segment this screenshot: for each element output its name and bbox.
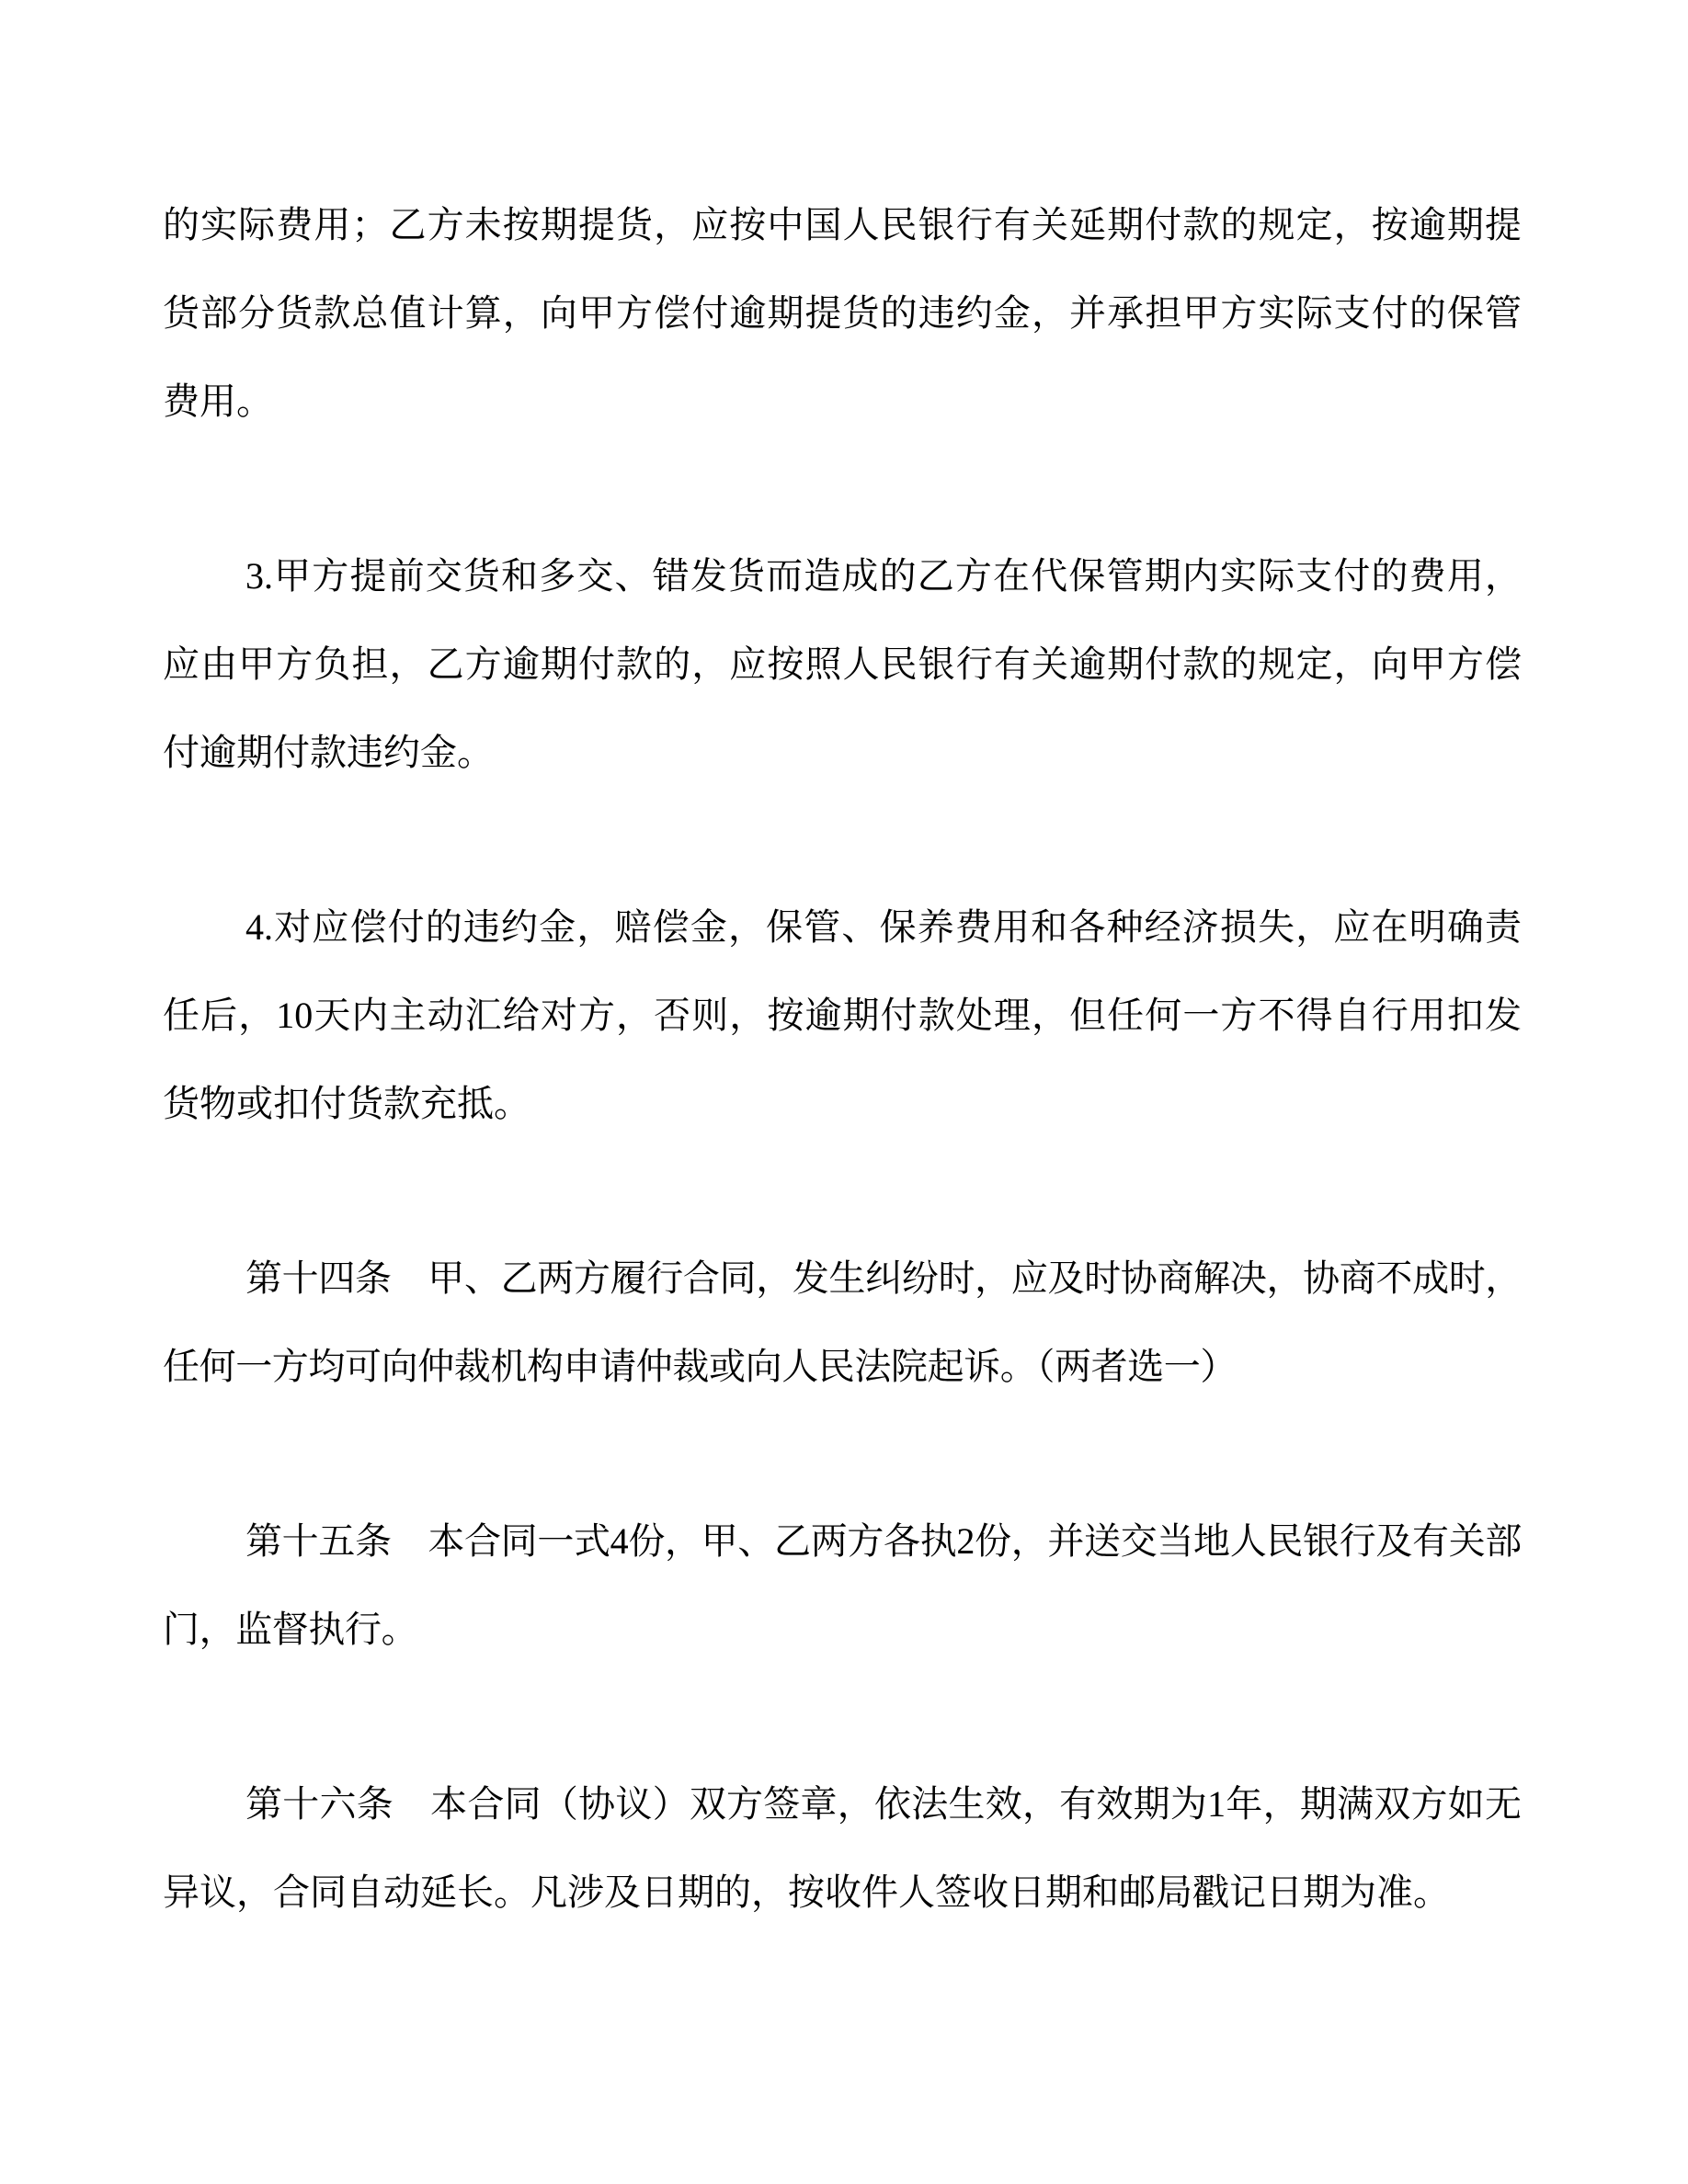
paragraph-article-15: 第十五条 本合同一式4份，甲、乙两方各执2份，并送交当地人民银行及有关部门，监督执行。 — [163, 1520, 1522, 1650]
paragraph-continuation-clause: 的实际费用；乙方未按期提货，应按中国人民银行有关延期付款的规定，按逾期提货部分货款总值计算，向甲方偿付逾期提货的违约金，并承担甲方实际支付的保管费用。 — [163, 204, 1522, 422]
paragraph-clause-4: 4.对应偿付的违约金，赔偿金，保管、保养费用和各种经济损失，应在明确责任后，10天内主动汇给对方，否则，按逾期付款处理，但任何一方不得自行用扣发货物或扣付货款充抵。 — [163, 906, 1522, 1124]
paragraph-clause-3: 3.甲方提前交货和多交、错发货而造成的乙方在代保管期内实际支付的费用，应由甲方负担，乙方逾期付款的，应按照人民银行有关逾期付款的规定，向甲方偿付逾期付款违约金。 — [163, 555, 1522, 773]
paragraph-article-14: 第十四条 甲、乙两方履行合同，发生纠纷时，应及时协商解决，协商不成时，任何一方均可向仲裁机构申请仲裁或向人民法院起诉。（两者选一） — [163, 1257, 1522, 1387]
paragraph-article-16: 第十六条 本合同（协议）双方签章，依法生效，有效期为1年，期满双方如无异议，合同自动延长。凡涉及日期的，按收件人签收日期和邮局戳记日期为准。 — [163, 1783, 1522, 1913]
